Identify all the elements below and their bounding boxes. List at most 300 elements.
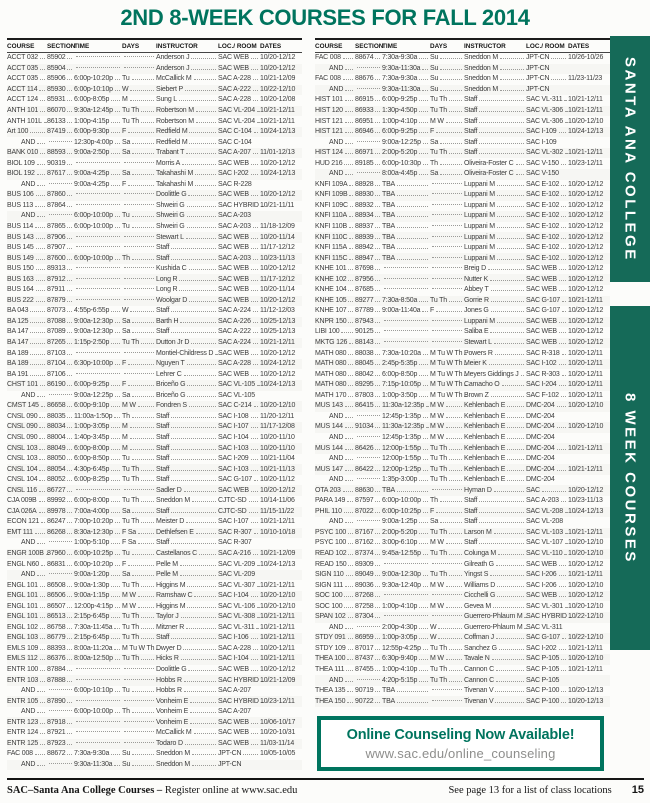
dot-leader [138,533,154,534]
course-row: KNFI 115C 88947 TBA Luppani M SAC E-102 10/20-12/12 [315,253,610,264]
dot-leader [138,607,154,608]
dot-leader [419,480,428,481]
dot-leader [124,721,154,722]
dot-leader [190,712,216,713]
dot-leader [124,236,154,237]
dot-leader [348,396,353,397]
course-row: CJA 009B 89992 6:00p-8:00p Tu Th Sneddon M CJTC-SD 10/14-11/06 [7,497,295,505]
dot-leader [132,259,154,260]
dot-leader [345,406,353,407]
dot-leader [343,58,353,59]
dot-leader [67,227,72,228]
dot-leader [35,227,45,228]
dot-leader [184,491,216,492]
dot-leader [423,586,428,587]
dot-leader [375,354,380,355]
dot-leader [423,575,428,576]
dot-leader [171,427,216,428]
dot-leader [419,638,428,639]
course-row-continuation: AND 2:00p-4:30p W Guerrero-Phlaum M SAC VL-311 [329,623,563,631]
dot-leader [67,132,72,133]
dot-leader [562,354,566,355]
dot-leader [559,364,567,365]
dot-leader [243,754,258,755]
dot-leader [348,533,353,534]
dot-leader [171,512,216,513]
dot-leader [39,427,45,428]
dot-leader [375,290,380,291]
course-row-continuation: AND 4:20p-5:15p Tu Th Cannon C SAC P-105 [315,675,610,686]
dot-leader [76,731,120,732]
course-row: BUS 143 87906 Stewart L SAC WEB 10/20-11/14 [7,232,302,243]
dot-leader [179,100,216,101]
course-row: ACCT 032 85902 Anderson J SAC WEB 10/20-12/12 [7,54,296,62]
dot-leader [375,617,380,618]
dot-leader [348,269,353,270]
dot-leader [76,352,120,353]
dot-leader [67,480,72,481]
dot-leader [187,364,216,365]
dot-leader [67,195,72,196]
dot-leader [397,248,428,249]
dot-leader [438,628,462,629]
course-row: BA 189 87104 6:30p-10:00p F Nguyen T SAC A-228 10/24-12/12 [7,359,302,370]
footer-register-url: Register online at www.sac.edu [162,785,298,796]
dot-leader [128,132,154,133]
dot-leader [67,533,72,534]
dot-leader [132,153,154,154]
course-row: BA 191 87106 Lehrer C SAC WEB 10/20-12/12 [7,370,296,378]
dot-leader [40,586,45,587]
dot-leader [128,185,154,186]
course-row: PHIL 110 87022 6:00p-10:25p F Staff SAC VL-208 10/24-12/13 [315,507,610,518]
dot-leader [36,290,45,291]
dot-leader [30,311,45,312]
dot-leader [498,554,524,555]
dot-leader [191,69,216,70]
course-row: ENGL N60 86831 6:00p-10:20p F Pelle M SAC VL-209 10/24-12/13 [7,560,296,568]
dot-leader [357,520,380,521]
dot-leader [115,216,120,217]
dot-leader [436,132,462,133]
dot-leader [561,702,566,703]
dot-leader [559,586,567,587]
dot-leader [349,259,353,260]
course-row-continuation: AND 9:00a-12:25p Sa Briceño G SAC VL-105 [21,391,255,399]
dot-leader [194,596,216,597]
course-row: ENGL 101 86513 2:15p-6:45p Tu Th Taylor J SAC VL-308 10/21-12/11 [7,612,302,623]
dot-leader [184,691,216,692]
dot-leader [559,322,566,323]
dot-leader [432,489,462,490]
dot-leader [490,332,524,333]
course-row-continuation: AND 12:45p-1:35p M W Kehlenbach E DMC-204 [329,412,555,420]
dot-leader [49,214,72,215]
dot-leader [559,565,566,566]
dot-leader [419,174,428,175]
dot-leader [76,56,120,57]
dot-leader [253,343,258,344]
dot-leader [251,174,259,175]
dot-leader [76,267,120,268]
course-row: ACCT 035 85904 Anderson J SAC WEB 10/20-12/12 [7,64,302,75]
dot-leader [350,206,353,207]
course-row: THEA 150 90722 TBA Tivenan V SAC P-100 10/20-12/13 [315,696,610,707]
dot-leader [251,733,258,734]
dot-leader [449,480,462,481]
dot-leader [397,691,428,692]
dot-leader [384,267,428,268]
dot-leader [67,354,72,355]
dot-leader [449,470,462,471]
course-row: READ 102 87374 9:45a-12:55p Tu Th Colunga M SAC VL-110 10/20-12/10 [315,549,610,560]
dot-leader [132,174,154,175]
dot-leader [253,90,258,91]
dot-leader [375,311,380,312]
course-row-continuation: AND 9:00a-1:20p Sa Pelle M SAC VL-209 [7,570,302,581]
dot-leader [479,111,524,112]
dot-leader [67,280,72,281]
dot-leader [257,565,259,566]
column-header-course: COURSE [315,42,343,50]
dot-leader [384,330,428,331]
dot-leader [375,596,380,597]
dot-leader [446,427,462,428]
dot-leader [49,763,72,764]
footer-register-text [7,785,297,796]
dot-leader [561,248,566,249]
dot-leader [249,512,258,513]
course-row: EMT 111 86268 8:30a-12:30p F Sa Dethlefsen E SAC R-307 10/10-10/18 [7,528,302,539]
dot-leader [67,449,72,450]
course-row: SPAN 102 87304 Guerrero-Phlaum M SAC HYBRID 10/22-12/10 [315,612,610,623]
dot-leader [40,596,45,597]
course-row: BANK 010 88593 9:00a-2:50p Sa Trabant T SAC A-207 11/01-12/13 [7,148,302,159]
dot-leader [423,164,428,165]
dot-leader [375,543,380,544]
dot-leader [253,79,258,80]
course-listing [7,38,611,771]
dot-leader [251,670,258,671]
dot-leader [507,438,524,439]
dot-leader [348,638,353,639]
dot-leader [419,543,428,544]
dot-leader [111,132,120,133]
dot-leader [115,607,120,608]
dot-leader [180,322,216,323]
dot-leader [40,733,45,734]
dot-leader [251,354,258,355]
dot-leader [253,322,258,323]
dot-leader [438,638,462,639]
dot-leader [115,565,120,566]
dot-leader [67,723,72,724]
dot-leader [36,269,45,270]
dot-leader [449,681,462,682]
course-row: PSYC 100 87162 3:00p-6:10p M W Staff SAC VL-107 10/20-12/10 [315,539,604,547]
dot-leader [423,501,428,502]
dot-leader [67,248,72,249]
dot-leader [40,670,45,671]
dot-leader [67,343,72,344]
column-header-loc-room: LOC./ ROOM [218,42,257,50]
dot-leader [114,628,120,629]
dot-leader [345,417,353,418]
course-row: EMLS 112 86376 8:00a-12:50p Tu Th Hicks R SAC I-104 10/21-12/11 [7,654,302,665]
dot-leader [37,575,45,576]
dot-leader [257,607,259,608]
dot-leader [37,164,45,165]
dot-leader [67,58,72,59]
dot-leader [76,278,120,279]
dot-leader [490,280,524,281]
dot-leader [128,565,154,566]
course-row: PARA 149 87597 6:00p-10:00p Th Staff SAC A-203 10/23-11/13 [315,497,603,505]
dot-leader [115,332,120,333]
course-row: CJA 026A 89978 7:00a-4:00p Sa Staff CJTC-SD 11/15-11/22 [7,507,302,518]
column-header-instructor: INSTRUCTOR [464,42,506,50]
dot-leader [37,765,45,766]
course-row-continuation: AND 6:00p-10:00p Th Vonheim E SAC A-207 [21,708,251,716]
dot-leader [130,438,154,439]
dot-leader [559,385,567,386]
dot-leader [111,617,120,618]
dot-leader [253,259,258,260]
course-row: ACCT 114 85930 6:00p-10:10p W Siebert P SAC A-222 10/22-12/10 [7,85,302,96]
dot-leader [115,533,120,534]
dot-leader [36,280,45,281]
dot-leader [422,90,428,91]
dot-leader [499,649,524,650]
dot-leader [384,320,428,321]
course-row: MATH 080 89295 7:15p-10:05p M Tu W Th Camacho O SAC I-204 10/20-12/11 [315,380,610,391]
dot-leader [562,311,566,312]
course-row: KNHE 104 87685 Abbey T SAC WEB 10/20-12/12 [315,286,604,294]
course-row: KNHE 102 87956 Nutter K SAC WEB 10/20-12/12 [315,274,610,285]
dot-leader [345,90,353,91]
dot-leader [76,679,120,680]
dot-leader [432,183,462,184]
dot-leader [132,227,154,228]
course-row: PSYC 100 87167 2:00p-5:20p Tu Th Larson M SAC VL-103 10/21-12/11 [315,528,610,539]
dot-leader [491,311,524,312]
dot-leader [189,269,217,270]
dot-leader [35,206,45,207]
dot-leader [124,204,154,205]
dot-leader [375,470,380,471]
course-row: OTA 203 88630 TBA Hyman D SAC 10/20-12/12 [315,485,610,496]
dot-leader [375,280,380,281]
dot-leader [345,480,353,481]
course-row-continuation: AND 6:00p-10:00p Tu Shweiri G SAC A-203 [7,211,302,222]
dot-leader [357,679,380,680]
dot-leader [419,122,428,123]
course-rows-left [7,53,302,770]
dot-leader [253,153,258,154]
dot-leader [432,193,462,194]
dot-leader [345,174,353,175]
dot-leader [187,586,216,587]
dot-leader [67,522,72,523]
course-row: SIGN 110 89049 9:00a-12:30p Tu Th Yingst S SAC I-206 10/21-12/11 [315,570,610,581]
dot-leader [49,541,72,542]
dot-leader [348,617,353,618]
dot-leader [348,322,353,323]
dot-leader [375,586,380,587]
dot-leader [375,670,380,671]
dot-leader [375,406,380,407]
dot-leader [76,67,120,68]
dot-leader [348,301,353,302]
dot-leader [141,343,154,344]
dot-leader [67,733,72,734]
dot-leader [561,670,566,671]
dot-leader [192,765,216,766]
column-header-section: SECTION [47,42,76,50]
dot-leader [562,301,566,302]
dot-leader [141,501,154,502]
dot-leader [67,364,72,365]
dot-leader [171,311,216,312]
dot-leader [179,290,216,291]
course-row: MUS 143 86415 11:30a-12:35p M W Kehlenbach E DMC-204 10/20-12/10 [315,401,610,412]
dot-leader [375,122,380,123]
dot-leader [115,396,120,397]
column-header-row [315,38,610,53]
dot-leader [171,248,216,249]
dot-leader [115,90,120,91]
dot-leader [561,185,566,186]
dot-leader [375,343,380,344]
dot-leader [171,543,216,544]
course-row-continuation: AND 1:00p-5:10p F Sa Staff SAC R-307 [21,539,252,547]
dot-leader [30,332,45,333]
dot-leader [375,153,380,154]
dot-leader [423,470,428,471]
dot-leader [559,332,566,333]
dot-leader [251,248,258,249]
course-row: ACCT 035 85906 6:00p-10:20p Tu McCallick M SAC A-228 10/21-12/09 [7,75,296,83]
dot-leader [432,214,462,215]
dot-leader [559,269,566,270]
dot-leader [375,565,380,566]
dot-leader [559,596,566,597]
dot-leader [130,311,154,312]
sidebar-tab-label: SANTA ANA COLLEGE [621,56,639,262]
course-row: STDY 109 87017 12:55p-4:25p Tu Th Sanchez G SAC I-202 10/21-12/11 [315,644,603,652]
dot-leader [446,406,462,407]
dot-leader [557,427,566,428]
dot-leader [171,459,216,460]
dot-leader [251,195,258,196]
dot-leader [76,288,120,289]
dot-leader [516,174,525,175]
sidebar-tab-label: 8 WEEK COURSES [621,392,639,564]
dot-leader [114,417,120,418]
dot-leader [561,206,566,207]
dot-leader [496,565,524,566]
dot-leader [497,195,524,196]
dot-leader [49,183,72,184]
dot-leader [49,689,72,690]
dot-leader [565,153,567,154]
course-row: BUS 149 87600 6:00p-10:00p Th Staff SAC A-203 10/23-11/13 [7,253,302,264]
dot-leader [495,691,524,692]
course-row: KNFI 110C 88939 TBA Luppani M SAC E-102 10/20-12/12 [315,232,610,243]
dot-leader [141,586,154,587]
dot-leader [40,659,45,660]
dot-leader [347,702,353,703]
dot-leader [111,480,120,481]
course-row: BUS 113 87864 Shweiri G SAC HYBRID 10/21-11/11 [7,201,295,209]
dot-leader [561,164,566,165]
course-row: MUS 144 91034 11:30a-12:35p M W Kehlenbach E DMC-204 10/20-12/10 [315,422,610,433]
dot-leader [189,406,216,407]
dot-leader [348,375,353,376]
dot-leader [384,563,428,564]
sidebar-tab-santa-ana-college [610,36,650,282]
dot-leader [349,185,353,186]
dot-leader [357,88,380,89]
dot-leader [423,438,428,439]
dot-leader [492,659,524,660]
dot-leader [507,406,524,407]
course-row: ENTR 103 87888 Hobbs R SAC HYBRID 10/21-12/09 [7,675,302,686]
course-row-continuation: AND 9:30a-11:30a Su Sneddon M JPT-CN [315,85,610,96]
dot-leader [130,90,154,91]
dot-leader [251,417,259,418]
dot-leader [516,164,525,165]
dot-leader [440,522,462,523]
course-row: THEA 100 87437 6:30p-9:40p M W Tavale N SAC P-105 10/20-12/10 [315,654,610,665]
course-row: KNFI 109C 88932 TBA Luppani M SAC E-102 10/20-12/12 [315,201,604,209]
course-row: ENGL 101 86506 9:00a-1:15p M W Ramshaw C SAC I-104 10/20-12/10 [7,591,302,602]
dot-leader [384,288,428,289]
dot-leader [349,343,353,344]
dot-leader [397,216,428,217]
dot-leader [345,681,353,682]
dot-leader [479,543,524,544]
dot-leader [559,343,566,344]
dot-leader [76,236,120,237]
dot-leader [432,246,462,247]
course-row-continuation: AND 1:35p-3:00p Tu Th Kehlenbach E DMC-204 [329,476,555,484]
course-row: Art 100 87419 6:00p-9:30p F Redfield M SAC C-104 10/24-12/13 [7,127,302,138]
dot-leader [39,470,45,471]
course-row: ANTH 101L 86133 1:00p-4:15p Tu Th Robertson M SAC VL-204 10/21-12/11 [7,117,295,125]
dot-leader [348,565,353,566]
dot-leader [76,373,120,374]
dot-leader [141,122,154,123]
dot-leader [449,111,462,112]
dot-leader [432,225,462,226]
course-row: HIST 121 86946 6:00p-9:25p F Staff SAC I-109 10/24-12/13 [315,127,610,138]
dot-leader [114,765,120,766]
dot-leader [565,122,567,123]
dot-leader [111,512,120,513]
dot-leader [375,659,380,660]
course-rows-right [315,53,610,707]
dot-leader [561,195,566,196]
dot-leader [357,67,380,68]
dot-leader [111,638,120,639]
dot-leader [40,58,45,59]
column-header-dates: DATES [260,42,282,50]
dot-leader [479,522,524,523]
dot-leader [67,259,72,260]
dot-leader [67,111,72,112]
dot-leader [184,681,216,682]
